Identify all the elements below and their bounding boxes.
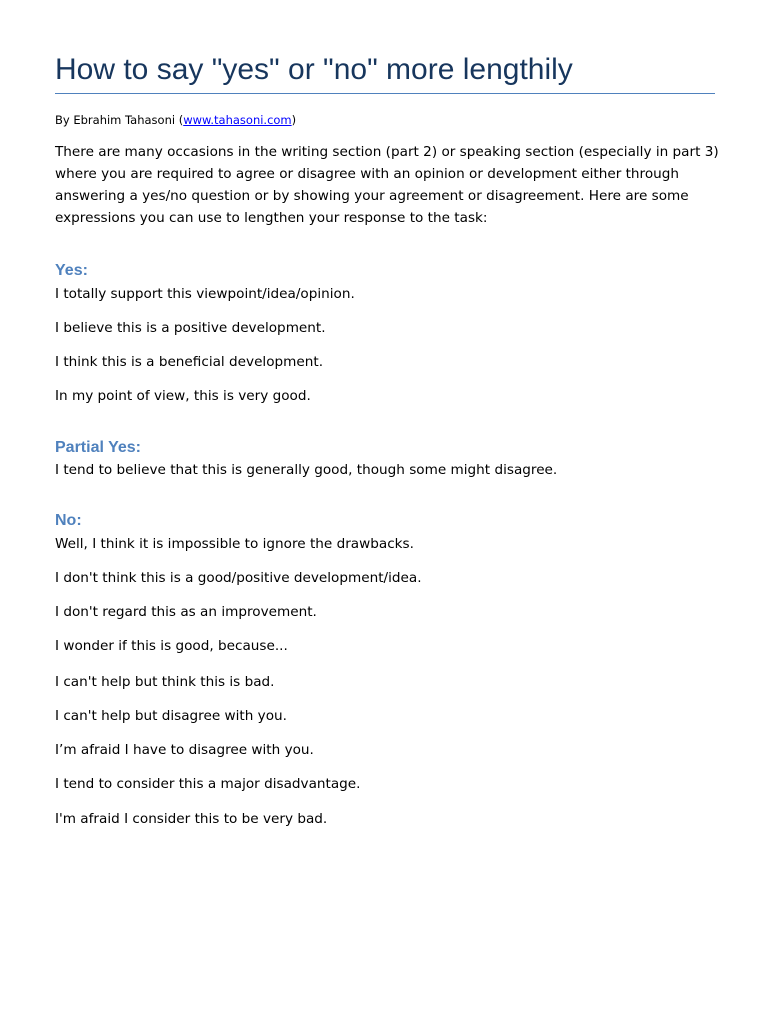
expression-item: I don't think this is a good/positive development/idea. (55, 570, 422, 586)
expression-item: I can't help but disagree with you. (55, 708, 287, 724)
section-heading-yes: Yes: (55, 262, 88, 279)
expression-item: I wonder if this is good, because... (55, 638, 288, 654)
title-divider (55, 93, 715, 94)
byline-suffix: ) (291, 113, 297, 127)
expression-item: I tend to believe that this is generally good, though some might disagree. (55, 462, 558, 478)
expression-item: I don't regard this as an improvement. (55, 604, 317, 620)
expression-item: I can't help but think this is bad. (55, 674, 275, 690)
expression-item: I’m afraid I have to disagree with you. (55, 742, 314, 758)
document-title: How to say "yes" or "no" more lengthily (55, 53, 573, 86)
section-heading-partial-yes: Partial Yes: (55, 439, 141, 456)
intro-paragraph: There are many occasions in the writing section (part 2) or speaking section (especially in part 3) where you are required to agree or disagree with an opinion or development either through answering a yes/no question or by showing your agreement or disagreement. Here are some expressions you can use to lengthen your response to the task: (55, 144, 719, 226)
expression-item: I tend to consider this a major disadvantage. (55, 776, 361, 792)
expression-item: I think this is a beneficial development. (55, 354, 324, 370)
expression-item: I'm afraid I consider this to be very bad. (55, 811, 328, 827)
expression-item: I totally support this viewpoint/idea/opinion. (55, 286, 355, 302)
author-website-link[interactable]: www.tahasoni.com (183, 113, 292, 127)
byline (55, 111, 296, 129)
section-heading-no: No: (55, 512, 82, 529)
expression-item: Well, I think it is impossible to ignore the drawbacks. (55, 536, 414, 552)
expression-item: In my point of view, this is very good. (55, 388, 311, 404)
byline-prefix: By Ebrahim Tahasoni ( (55, 113, 184, 127)
expression-item: I believe this is a positive development. (55, 320, 326, 336)
